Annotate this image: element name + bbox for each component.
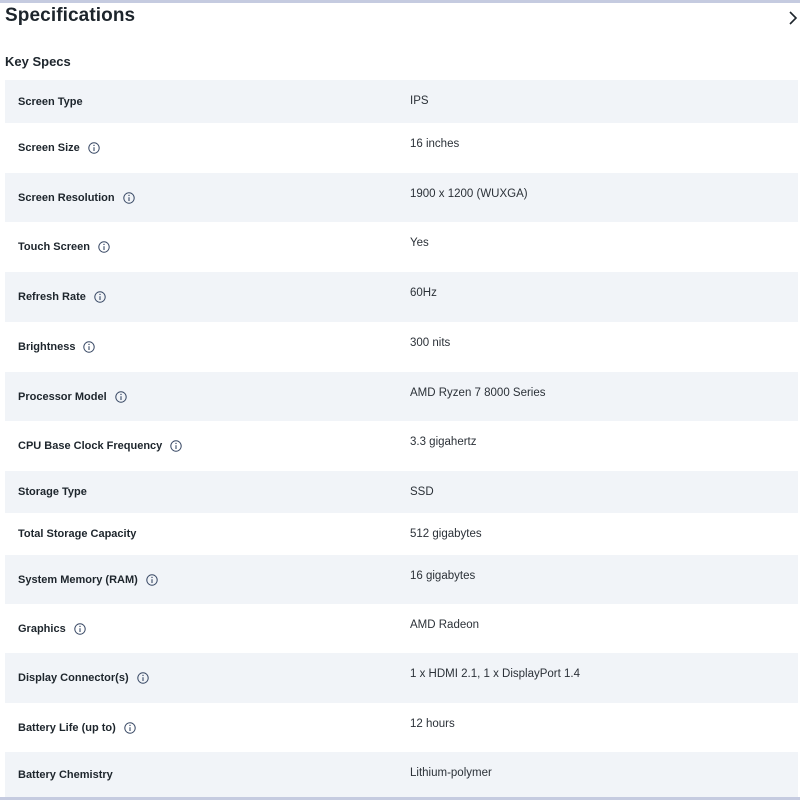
spec-label-text: Screen Type xyxy=(18,95,83,108)
spec-label xyxy=(18,623,86,635)
spec-label xyxy=(18,241,110,253)
spec-label-text: Battery Life (up to) xyxy=(18,721,116,734)
spec-row xyxy=(5,123,798,173)
spec-label xyxy=(18,391,127,403)
info-icon[interactable] xyxy=(124,722,136,734)
info-icon[interactable] xyxy=(115,391,127,403)
panel-title: Specifications xyxy=(5,5,136,26)
spec-value: IPS xyxy=(410,95,429,107)
spec-label-text: Total Storage Capacity xyxy=(18,528,137,540)
info-icon[interactable] xyxy=(88,142,100,154)
spec-value: AMD Ryzen 7 8000 Series xyxy=(410,387,546,399)
spec-label xyxy=(18,769,113,781)
spec-row xyxy=(5,372,798,421)
spec-value: 12 hours xyxy=(410,718,455,730)
spec-value: 512 gigabytes xyxy=(410,528,482,540)
spec-row xyxy=(5,471,798,513)
spec-value: 16 inches xyxy=(410,138,460,150)
spec-label-text: Screen Size xyxy=(18,142,80,154)
spec-label xyxy=(18,574,158,586)
info-icon[interactable] xyxy=(137,672,149,684)
panel-header xyxy=(0,3,800,43)
info-icon[interactable] xyxy=(170,440,182,452)
spec-row xyxy=(5,653,798,703)
spec-label xyxy=(18,142,100,154)
spec-label xyxy=(18,192,135,204)
spec-label xyxy=(18,528,136,540)
spec-label xyxy=(18,486,87,498)
spec-label-text: Brightness xyxy=(18,341,76,353)
spec-row xyxy=(5,604,798,653)
spec-value: 3.3 gigahertz xyxy=(410,436,477,448)
spec-label-text: Graphics xyxy=(18,622,66,635)
spec-value: Yes xyxy=(410,237,429,249)
spec-row xyxy=(5,555,798,604)
section-heading: Key Specs xyxy=(5,54,71,69)
info-icon[interactable] xyxy=(146,574,158,586)
spec-row xyxy=(5,752,798,797)
spec-row xyxy=(5,222,798,272)
spec-label-text: Refresh Rate xyxy=(18,291,86,303)
spec-row xyxy=(5,513,798,555)
spec-row xyxy=(5,173,798,222)
spec-label xyxy=(18,291,106,303)
spec-table xyxy=(5,80,798,797)
spec-label-text: Battery Chemistry xyxy=(18,768,113,781)
spec-row xyxy=(5,421,798,471)
spec-label xyxy=(18,96,83,108)
spec-value: SSD xyxy=(410,486,434,498)
info-icon[interactable] xyxy=(74,623,86,635)
spec-label xyxy=(18,722,136,734)
info-icon[interactable] xyxy=(98,241,110,253)
spec-value: 1 x HDMI 2.1, 1 x DisplayPort 1.4 xyxy=(410,668,581,680)
spec-value: Lithium-polymer xyxy=(410,767,492,779)
spec-label xyxy=(18,341,95,353)
spec-label-text: Storage Type xyxy=(18,486,87,498)
spec-label-text: Touch Screen xyxy=(18,241,90,253)
spec-value: 16 gigabytes xyxy=(410,570,476,582)
spec-label-text: Display Connector(s) xyxy=(18,672,129,684)
spec-row xyxy=(5,272,798,322)
spec-label xyxy=(18,672,149,684)
spec-label-text: System Memory (RAM) xyxy=(18,573,138,586)
info-icon[interactable] xyxy=(83,341,95,353)
spec-row xyxy=(5,703,798,752)
spec-label xyxy=(18,440,182,452)
spec-label-text: Screen Resolution xyxy=(18,191,115,204)
spec-label-text: Processor Model xyxy=(18,390,107,403)
spec-row xyxy=(5,80,798,123)
spec-value: 1900 x 1200 (WUXGA) xyxy=(410,188,528,200)
chevron-right-icon xyxy=(786,7,800,29)
spec-value: 300 nits xyxy=(410,337,451,349)
close-button[interactable] xyxy=(786,7,800,29)
spec-value: 60Hz xyxy=(410,287,437,299)
spec-label-text: CPU Base Clock Frequency xyxy=(18,440,163,452)
spec-row xyxy=(5,322,798,372)
info-icon[interactable] xyxy=(94,291,106,303)
spec-value: AMD Radeon xyxy=(410,619,480,631)
info-icon[interactable] xyxy=(123,192,135,204)
